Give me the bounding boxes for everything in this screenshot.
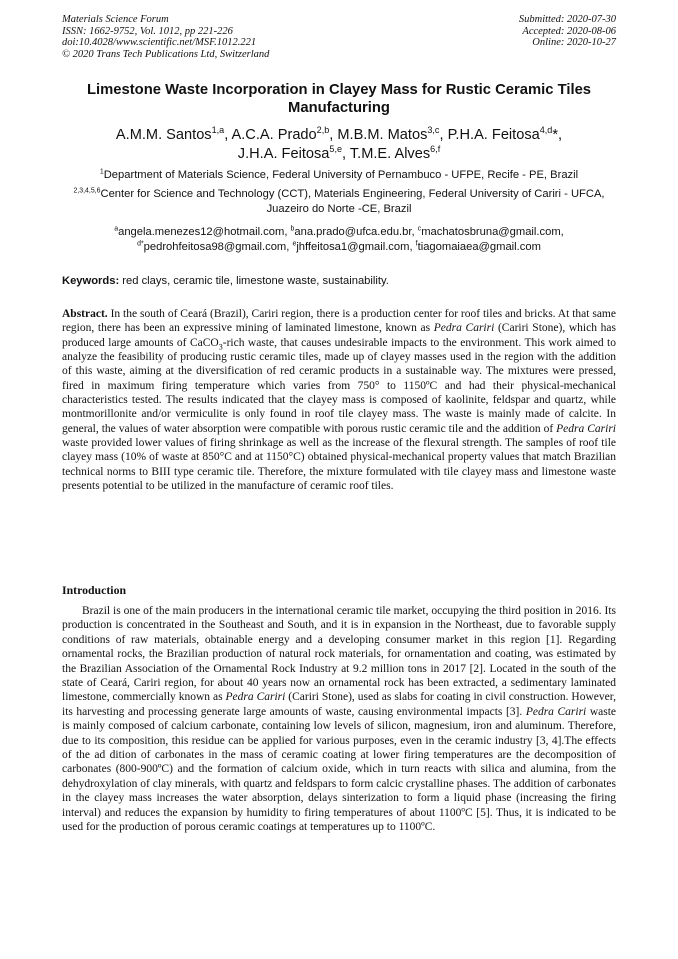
abstract-emphasis: Pedra Cariri <box>556 422 616 435</box>
journal-header-right <box>519 14 616 49</box>
author-name: T.M.E. Alves <box>349 146 431 162</box>
email-address: pedrohfeitosa98@gmail.com <box>143 241 287 253</box>
author-separator: , <box>342 146 350 162</box>
email-separator: , <box>286 241 293 253</box>
affiliation-mark: 2,3,4,5,6 <box>73 187 101 195</box>
email-mark: c <box>417 225 422 233</box>
author-name: A.C.A. Prado <box>231 127 317 143</box>
email-mark: d* <box>137 240 144 248</box>
email-mark: f <box>415 240 418 248</box>
email-mark: e <box>292 240 297 248</box>
date-submitted: Submitted: 2020-07-30 <box>518 14 616 25</box>
email-mark: b <box>290 225 295 233</box>
author-name: P.H.A. Feitosa <box>447 127 540 143</box>
author-list <box>40 126 638 164</box>
date-accepted: Accepted: 2020-08-06 <box>522 25 616 37</box>
author-separator: , <box>329 127 338 143</box>
author-affiliation-mark: 6,f <box>430 144 441 155</box>
intro-text: waste is mainly composed of calcium carbonate, containing low levels of silicon, magnesium, iron and aluminum. Therefore, due to its composition, this residue can be applied for various purposes, even in the ceramic industry [3, 4].The effects of the ad dition of carbonates in the mass of ceramic coating at lower firing temperatures are the decomposition of carbonates (800-900ºC) and the formation of calcium oxide, which in turn reacts with silica and alumina, from the dehydroxylation of clay minerals, with quartz and feldspars to form calcic crystalline phases. The addition of carbonates in the clayey mass increases the water absorption, delays sinterization to form a liquid phase (increasing the firing interval) and reduces the expansion by humidity to firing temperatures of about 1100ºC [5]. Thus, it is indicated to be used for the production of porous ceramic coatings at temperatures up to 1100ºC. <box>62 705 616 834</box>
intro-text: (Cariri Stone), used as slabs for coating in civil construction. However, its harvesting and processing generate large amounts of waste, causing environmental impacts [3]. <box>62 691 616 718</box>
journal-name: Materials Science Forum <box>62 14 169 25</box>
email-separator: , <box>409 241 416 253</box>
chemical-subscript: 3 <box>218 341 223 351</box>
keywords <box>62 274 616 288</box>
author-separator: , <box>224 127 232 143</box>
email-separator: , <box>411 226 418 238</box>
section-heading-introduction: Introduction <box>62 583 127 597</box>
author-name: M.B.M. Matos <box>337 127 428 143</box>
affiliation-text: Department of Materials Science, Federal University of Pernambuco - UFPE, Recife - PE, Brazil <box>103 169 579 181</box>
intro-emphasis: Pedra Cariri <box>525 705 587 718</box>
keywords-text: red clays, ceramic tile, limestone waste, sustainability. <box>119 275 389 287</box>
abstract <box>62 307 616 493</box>
abstract-text: (Cariri Stone), which has produced large amounts of CaCO <box>62 322 616 349</box>
affiliation-1 <box>58 168 620 183</box>
email-address: ana.prado@ufca.edu.br <box>294 226 412 238</box>
author-affiliation-mark: 2,b <box>316 125 330 136</box>
journal-copyright: © 2020 Trans Tech Publications Ltd, Switzerland <box>62 48 270 60</box>
author-affiliation-mark: 4,d <box>539 125 553 136</box>
intro-emphasis: Pedra Cariri <box>225 691 286 704</box>
email-address: angela.menezes12@hotmail.com <box>118 226 285 238</box>
affiliation-2 <box>58 187 620 217</box>
keywords-label: Keywords: <box>62 275 120 287</box>
journal-doi: doi:10.4028/www.scientific.net/MSF.1012.221 <box>62 37 257 49</box>
email-mark: a <box>114 225 119 233</box>
email-separator: , <box>560 226 564 238</box>
author-name: J.H.A. Feitosa <box>237 146 330 162</box>
abstract-label: Abstract. <box>62 308 108 320</box>
author-affiliation-mark: 1,a <box>211 125 225 136</box>
email-separator: , <box>284 226 291 238</box>
affiliation-text: Center for Science and Technology (CCT), Materials Engineering, Federal University of Cariri - UFCA, Juazeiro do Norte -CE, Brazil <box>100 188 605 215</box>
abstract-text: waste provided lower values of firing shrinkage as well as the increase of the flexural strength. The samples of roof tile clayey mass (10% of waste at 850°C and at 1150°C) obtained physical-mechanical property values that match Brazilian technical norms to BIII type ceramic tile. Therefore, the mixture formulated with tile clayey mass and limestone waste presents potential to be utilized in the manufacture of ceramic roof tiles. <box>62 437 616 493</box>
author-name: A.M.M. Santos <box>115 127 212 143</box>
abstract-emphasis: Pedra Cariri <box>433 322 495 335</box>
email-address: machatosbruna@gmail.com <box>421 226 561 238</box>
journal-issn: ISSN: 1662-9752, Vol. 1012, pp 221-226 <box>62 25 233 37</box>
email-list <box>58 225 620 255</box>
author-separator: , <box>439 127 448 143</box>
author-separator: *, <box>552 127 563 143</box>
author-affiliation-mark: 3,c <box>427 125 440 136</box>
author-affiliation-mark: 5,e <box>329 144 342 155</box>
email-address: jhffeitosa1@gmail.com <box>296 241 410 253</box>
abstract-text: -rich waste, that causes undesirable impacts to the environment. This work aimed to analyze the feasibility of producing rustic ceramic tiles, made up of clayey masses used in the region with the addition of this waste, aiming at the diversification of red ceramic products in a sustainable way. The mixtures were pressed, fired in maximum firing temperature which varies from 750° to 1150ºC and had their physical-mechanical characteristics tested. The results indicated that the clayey mass is composed of kaolinite, feldspar and quartz, while montmorillonite and/or vermiculite is only found in roof tile clayey mass. The waste is mainly made of calcite. In general, the values of water absorption were compatible with porous rustic ceramic tile and the addition of <box>62 336 616 435</box>
intro-text: Brazil is one of the main producers in the international ceramic tile market, occupying the third position in 2016. Its production is concentrated in the Southeast and South, and it is in expansion in the Northeast, due to favorable supply conditions of raw materials, obtainable energy and a developing consumer market in this region [1]. Regarding ornamental rocks, the Brazilian production of natural rock materials, for ornamentation and coating, was estimated by the Brazilian Association of the Ornamental Rock Industry at 9.2 million tons in 2017 [2]. Located in the south of the state of Ceará, Cariri region, for about 40 years now an ornamental rock has been extracted, a sedimentary laminated limestone, commercially known as <box>62 605 616 704</box>
date-online: Online: 2020-10-27 <box>532 37 616 49</box>
paper-title: Limestone Waste Incorporation in Clayey Mass for Rustic Ceramic Tiles Manufacturing <box>86 82 592 116</box>
abstract-text: In the south of Ceará (Brazil), Cariri region, there is a production center for roof tiles and bricks. At that same region, there has been an expressive mining of laminated limestone, known as <box>62 308 616 335</box>
journal-header-left <box>62 14 269 60</box>
affiliation-mark: 1 <box>99 168 104 176</box>
email-address: tiagomaiaea@gmail.com <box>417 241 541 253</box>
introduction-paragraph <box>62 604 616 835</box>
